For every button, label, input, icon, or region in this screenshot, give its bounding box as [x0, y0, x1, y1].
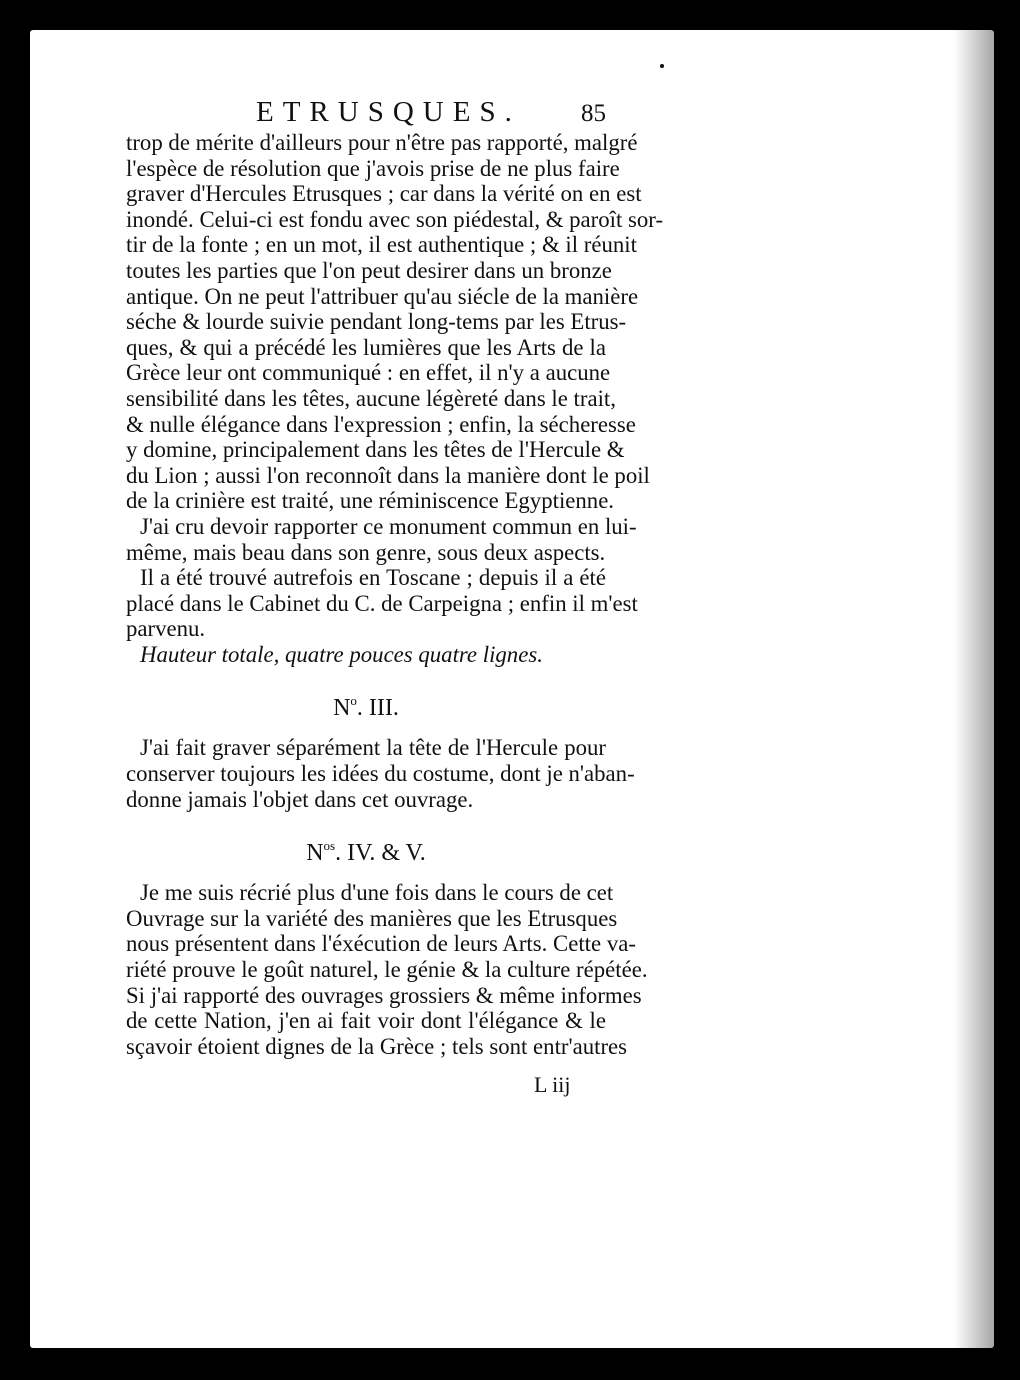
text-line: y domine, principalement dans les têtes de l'Hercule & — [126, 437, 625, 463]
section-iii-text — [126, 735, 635, 812]
page-edge-shadow — [954, 30, 994, 1348]
section-iv-v-text — [126, 880, 648, 1059]
text-line: l'espèce de résolution que j'avois prise de ne plus faire — [126, 155, 620, 181]
text-line: Il a été trouvé autrefois en Toscane ; depuis il a été — [140, 565, 606, 591]
text-line: donne jamais l'objet dans cet ouvrage. — [126, 786, 474, 812]
body-text — [126, 130, 664, 1059]
section-number-title: . III. — [356, 695, 399, 722]
text-line: tir de la fonte ; en un mot, il est authentique ; & il réunit — [126, 232, 637, 258]
text-line: J'ai fait graver séparément la tête de l'Hercule pour — [140, 735, 606, 761]
text-line: Je me suis récrié plus d'une fois dans le cours de cet — [140, 880, 614, 906]
text-line: inondé. Celui-ci est fondu avec son piédestal, & paroît sor- — [126, 206, 664, 232]
section-number-superscript: o — [350, 693, 357, 709]
text-line: sensibilité dans les têtes, aucune légèreté dans le trait, — [126, 385, 616, 411]
paragraph-3 — [126, 565, 638, 642]
text-line: antique. On ne peut l'attribuer qu'au siécle de la manière — [126, 283, 639, 309]
text-line: de cette Nation, j'en ai fait voir dont l'élégance & le — [126, 1008, 606, 1034]
ink-speck — [660, 64, 664, 68]
text-line: Grèce leur ont communiqué : en effet, il n'y a aucune — [126, 360, 611, 386]
text-line: du Lion ; aussi l'on reconnoît dans la manière dont le poil — [126, 462, 650, 488]
text-line: ques, & qui a précédé les lumières que les Arts de la — [126, 334, 606, 360]
section-number-prefix: N — [306, 840, 324, 867]
section-heading-iii — [126, 667, 606, 735]
signature-mark: L iij — [534, 1072, 571, 1097]
section-number-prefix: N — [333, 695, 351, 722]
text-line: de la crinière est traité, une réminiscence Egyptienne. — [126, 488, 615, 514]
text-line: placé dans le Cabinet du C. de Carpeigna ; enfin il m'est — [126, 590, 638, 616]
text-line: séche & lourde suivie pendant long-tems par les Etrus- — [126, 309, 627, 335]
text-line: conserver toujours les idées du costume, dont je n'aban- — [126, 761, 635, 787]
page-number: 85 — [581, 100, 606, 127]
text-line: J'ai cru devoir rapporter ce monument commun en lui- — [140, 513, 637, 539]
text-line: toutes les parties que l'on peut desirer dans un bronze — [126, 257, 612, 283]
text-line: graver d'Hercules Etrusques ; car dans la vérité on en est — [126, 181, 642, 207]
text-line: Si j'ai rapporté des ouvrages grossiers & même informes — [126, 982, 642, 1008]
paragraph-1 — [126, 130, 664, 514]
text-line: trop de mérite d'ailleurs pour n'être pas rapporté, malgré — [126, 130, 638, 155]
text-line: sçavoir étoient dignes de la Grèce ; tels sont entr'autres — [126, 1033, 628, 1059]
text-line: riété prouve le goût naturel, le génie & la culture répétée. — [126, 957, 648, 983]
section-number-title: . IV. & V. — [335, 840, 426, 867]
text-line: parvenu. — [126, 616, 206, 642]
text-line: Ouvrage sur la variété des manières que les Etrusques — [126, 905, 618, 931]
running-head-title: ETRUSQUES. — [256, 96, 521, 128]
text-line: & nulle élégance dans l'expression ; enfin, la sécheresse — [126, 411, 636, 437]
section-heading-iv-v — [126, 812, 606, 880]
measurement-line: Hauteur totale, quatre pouces quatre lignes. — [140, 641, 543, 667]
text-line: même, mais beau dans son genre, sous deux aspects. — [126, 539, 606, 565]
paragraph-2 — [126, 513, 637, 565]
section-number-superscript: os — [323, 838, 336, 854]
text-line: nous présentent dans l'éxécution de leurs Arts. Cette va- — [126, 931, 636, 957]
